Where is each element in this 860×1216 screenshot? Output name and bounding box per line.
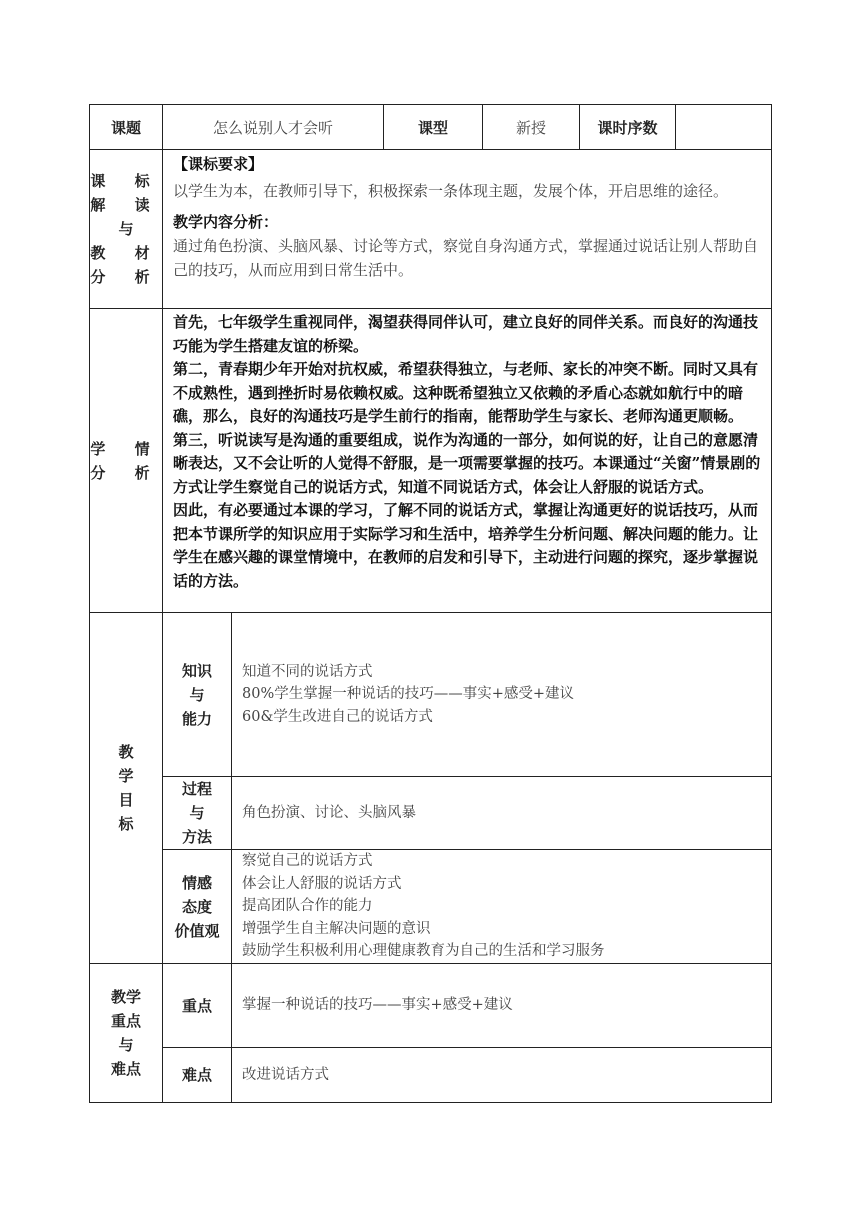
- focus-label: 重点: [163, 964, 232, 1048]
- content-analysis-text: 通过角色扮演、头脑风暴、讨论等方式，察觉自身沟通方式，掌握通过说话让别人帮助自己的技巧，从而应用到日常生活中。: [173, 237, 759, 279]
- knowledge-item: 知道不同的说话方式: [242, 663, 373, 680]
- emotion-label-line: 情感: [181, 873, 212, 892]
- process-label-line: 方法: [181, 828, 212, 846]
- key-points-side-line: 难点: [110, 1060, 141, 1078]
- curriculum-content: [163, 150, 772, 309]
- objective-emotion-row: [90, 850, 772, 964]
- type-value: 新授: [483, 105, 580, 150]
- focus-row: [90, 964, 772, 1048]
- key-points-side-label: [90, 964, 163, 1103]
- curriculum-row: [90, 150, 772, 309]
- analysis-paragraph: 因此，有必要通过本课的学习，了解不同的说话方式，掌握让沟通更好的说话技巧，从而把本节课所学的知识应用于实际学习和生活中，培养学生分析问题、解决问题的能力。让学生在感兴趣的课堂情境中，在教师的启发和引导下，主动进行问题的探究，逐步掌握说话的方法。: [173, 501, 759, 590]
- process-label-line: 过程: [181, 780, 212, 798]
- knowledge-label: [163, 613, 232, 777]
- analysis-paragraph: 首先，七年级学生重视同伴，渴望获得同伴认可，建立良好的同伴关系。而良好的沟通技巧能为学生搭建友谊的桥梁。: [173, 313, 759, 355]
- requirement-heading: 【课标要求】: [173, 155, 264, 173]
- knowledge-label-line: 能力: [181, 709, 212, 728]
- objectives-side-line: 教: [118, 743, 134, 761]
- curriculum-side-line: 与: [118, 220, 134, 238]
- objectives-side-line: 目: [118, 791, 134, 809]
- key-points-side-line: 重点: [110, 1012, 141, 1030]
- knowledge-content: [232, 613, 772, 777]
- process-label-line: 与: [189, 804, 205, 822]
- curriculum-side-line: 课 标: [90, 172, 162, 190]
- student-analysis-row: [90, 309, 772, 613]
- emotion-item: 鼓励学生积极利用心理健康教育为自己的生活和学习服务: [242, 943, 605, 960]
- emotion-item: 增强学生自主解决问题的意识: [242, 920, 431, 937]
- emotion-label-line: 态度: [181, 897, 212, 916]
- curriculum-side-line: 分 析: [90, 268, 162, 286]
- student-side-line: 学 情: [90, 439, 162, 458]
- period-label: 课时序数: [580, 105, 676, 150]
- objectives-side-line: 学: [118, 767, 134, 785]
- content-analysis-heading: 教学内容分析：: [173, 213, 279, 231]
- analysis-paragraph: 第三，听说读写是沟通的重要组成，说作为沟通的一部分，如何说的好，让自己的意愿清晰表达，又不会让听的人觉得不舒服，是一项需要掌握的技巧。本课通过“关窗”情景剧的方式让学生察觉自己的说话方式，知道不同说话方式，体会让人舒服的说话方式。: [173, 430, 761, 496]
- knowledge-item: 60&学生改进自己的说话方式: [242, 708, 433, 725]
- header-row: [90, 105, 772, 150]
- focus-text: 掌握一种说话的技巧——事实+感受+建议: [232, 964, 772, 1048]
- emotion-item: 体会让人舒服的说话方式: [242, 875, 402, 892]
- student-analysis-side-label: [90, 309, 163, 613]
- objective-knowledge-row: [90, 613, 772, 777]
- difficulty-label: 难点: [163, 1048, 232, 1103]
- key-points-side-line: 与: [118, 1036, 134, 1054]
- process-label: [163, 777, 232, 850]
- emotion-label: [163, 850, 232, 964]
- emotion-item: 提高团队合作的能力: [242, 898, 373, 915]
- emotion-label-line: 价值观: [174, 921, 220, 940]
- student-analysis-content: [163, 309, 772, 613]
- student-side-line: 分 析: [90, 463, 162, 482]
- process-item: 角色扮演、讨论、头脑风暴: [242, 804, 416, 821]
- curriculum-side-line: 解 读: [90, 196, 162, 214]
- key-points-side-line: 教学: [110, 988, 141, 1006]
- objectives-side-label: [90, 613, 163, 964]
- lesson-plan-table: [89, 104, 772, 1103]
- difficulty-text: 改进说话方式: [232, 1048, 772, 1103]
- topic-value: 怎么说别人才会听: [163, 105, 384, 150]
- curriculum-side-label: [90, 150, 163, 309]
- requirement-text: 以学生为本，在教师引导下，积极探索一条体现主题，发展个体，开启思维的途径。: [173, 182, 729, 200]
- objectives-side-line: 标: [118, 815, 134, 833]
- topic-label: 课题: [90, 105, 163, 150]
- knowledge-label-line: 知识: [181, 661, 212, 680]
- process-content: [232, 777, 772, 850]
- curriculum-side-line: 教 材: [90, 244, 162, 262]
- type-label: 课型: [384, 105, 483, 150]
- knowledge-item: 80%学生掌握一种说话的技巧——事实+感受+建议: [242, 686, 575, 703]
- period-value: [676, 105, 772, 150]
- difficulty-row: [90, 1048, 772, 1103]
- emotion-content: [232, 850, 772, 964]
- knowledge-label-line: 与: [189, 685, 205, 704]
- objective-process-row: [90, 777, 772, 850]
- analysis-paragraph: 第二，青春期少年开始对抗权威，希望获得独立，与老师、家长的冲突不断。同时又具有不成熟性，遇到挫折时易依赖权威。这种既希望独立又依赖的矛盾心态就如航行中的暗礁，那么，良好的沟通技巧是学生前行的指南，能帮助学生与家长、老师沟通更顺畅。: [173, 360, 759, 425]
- emotion-item: 察觉自己的说话方式: [242, 853, 373, 870]
